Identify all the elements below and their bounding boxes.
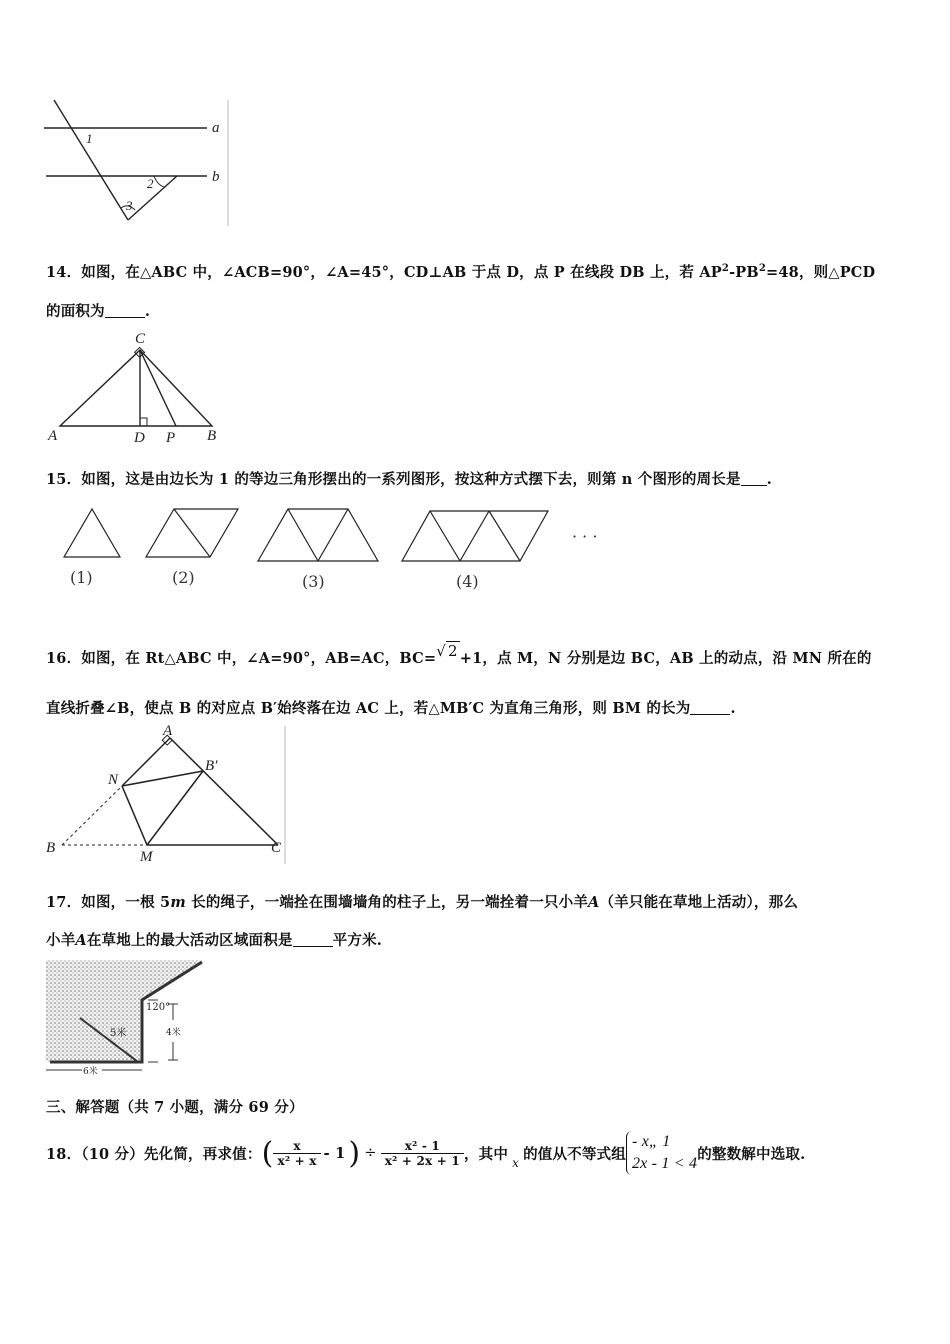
figure-3	[258, 509, 378, 561]
bottom-label: 6米	[83, 1067, 98, 1077]
angle-3-label: 3	[126, 198, 133, 213]
point-p-label: P	[166, 430, 176, 446]
question-17-line1: 17．如图，一根 5m 长的绳子，一端拴在围墙墙角的柱子上，另一端拴着一只小羊A（羊只能在草地上活动），那么	[46, 894, 799, 911]
vertex-c-label: C	[135, 331, 146, 347]
question-17-line2: 小羊A在草地上的最大活动区域面积是 平方米.	[46, 932, 383, 949]
figure-1	[64, 509, 120, 557]
triangle-series-figure	[50, 504, 630, 598]
caption-3: (3)	[302, 572, 325, 591]
sqrt-2: √ 2	[436, 642, 458, 660]
wall-label: 4米	[166, 1028, 181, 1038]
parallel-lines-figure	[42, 98, 232, 228]
fraction-2: $\frac{\text{x² - 1}}{\text{x² + 2x + 1}}$	[381, 1139, 464, 1168]
caption-4: (4)	[456, 572, 479, 591]
question-14-line1: 14．如图，在△ABC 中，∠ACB=90°，∠A=45°，CD⊥AB 于点 D，点 P 在线段 DB 上，若 $AP^2-PB^2=48$，则△PCD	[46, 263, 876, 281]
answer-blank-14[interactable]	[105, 303, 145, 318]
sqrt-sign-icon: √	[436, 642, 446, 660]
inequality-system: - x„ 1 2x - 1 < 4	[626, 1131, 697, 1175]
point-bprime-label: B′	[205, 758, 218, 774]
vertex-c-label: C	[271, 840, 282, 856]
fraction-1: $\frac{x}{\text{x² + x}}$	[273, 1139, 320, 1168]
angle-label: 120°	[146, 1002, 171, 1013]
question-16-line1: 16．如图，在 Rt△ABC 中，∠A=90°，AB=AC，BC=√ 2 +1，点 M，N 分别是边 BC，AB 上的动点，沿 MN 所在的	[46, 642, 872, 667]
section-3-heading: 三、解答题（共 7 小题，满分 69 分）	[46, 1099, 304, 1116]
angle-1-label: 1	[86, 131, 93, 146]
sheep-rope-figure	[46, 958, 206, 1080]
angle-2-label: 2	[147, 176, 154, 191]
caption-2: (2)	[172, 568, 195, 587]
point-n-label: N	[108, 772, 119, 788]
triangle-pcd-figure	[44, 328, 229, 446]
label-a: a	[212, 120, 220, 136]
answer-blank-16[interactable]	[690, 700, 730, 715]
label-b: b	[212, 169, 220, 185]
figure-4	[402, 511, 548, 561]
caption-1: (1)	[70, 568, 93, 587]
transversal	[54, 100, 128, 220]
answer-blank-15[interactable]	[741, 471, 767, 486]
vertex-b-label: B	[46, 840, 56, 856]
question-14-line2: 的面积为 .	[46, 303, 151, 320]
fold-triangle-figure	[42, 724, 292, 869]
vertex-b-label: B	[207, 428, 217, 444]
vertex-a-label: A	[48, 428, 58, 444]
ellipsis: · · ·	[572, 527, 598, 546]
question-18: 18．（10 分）先化简，再求值： ( $\frac{x}{\text{x² + x}}$ - 1 ) ÷ $\frac{\text{x² - 1}}{\text{x² + 2x + 1}}$ ，其中 x 的值从不等式组 - x„ 1 2x - 1 < 4 的整数解中选取.	[46, 1128, 805, 1178]
question-15: 15．如图，这是由边长为 1 的等边三角形摆出的一系列图形，按这种方式摆下去，则第 n 个图形的周长是 .	[46, 471, 772, 488]
answer-blank-17[interactable]	[293, 932, 333, 947]
figure-2	[146, 509, 238, 557]
rope-label: 5米	[110, 1028, 127, 1039]
vertex-a-label: A	[163, 724, 173, 739]
question-16-line2: 直线折叠∠B，使点 B 的对应点 B′始终落在边 AC 上，若△MB′C 为直角三角形，则 BM 的长为 .	[46, 700, 736, 717]
point-d-label: D	[134, 430, 145, 446]
point-m-label: M	[140, 849, 153, 865]
